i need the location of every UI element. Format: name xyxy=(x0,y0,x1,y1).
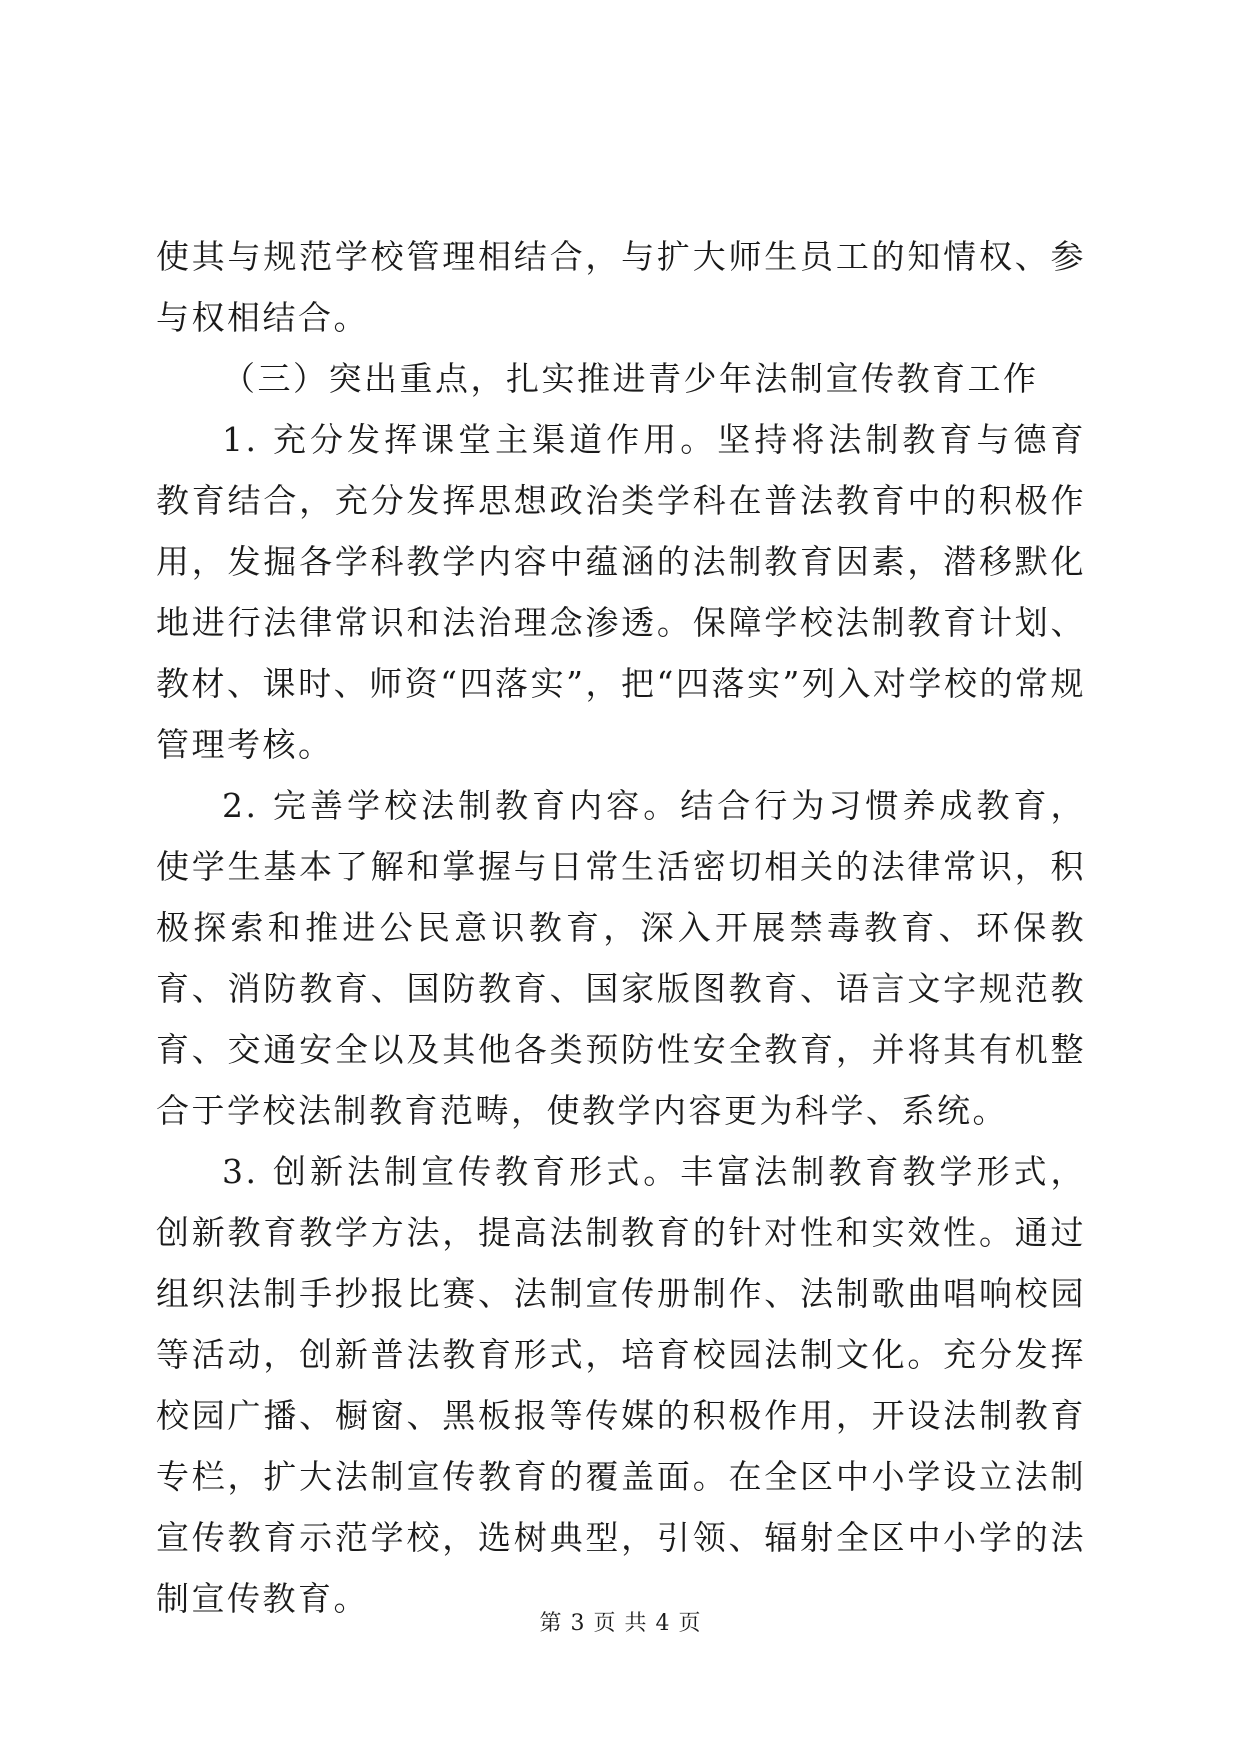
paragraph-continuation: 使其与规范学校管理相结合，与扩大师生员工的知情权、参与权相结合。 xyxy=(156,237,1086,337)
paragraph-item-3: 3. 创新法制宣传教育形式。丰富法制教育教学形式，创新教育教学方法，提高法制教育的针对性和实效性。通过组织法制手抄报比赛、法制宣传册制作、法制歌曲唱响校园等活动，创新普法教育形式，培育校园法制文化。充分发挥校园广播、橱窗、黑板报等传媒的积极作用，开设法制教育专栏，扩大法制宣传教育的覆盖面。在全区中小学设立法制宣传教育示范学校，选树典型，引领、辐射全区中小学的法制宣传教育。 xyxy=(156,1152,1086,1618)
paragraph-item-2: 2. 完善学校法制教育内容。结合行为习惯养成教育，使学生基本了解和掌握与日常生活密切相关的法律常识，积极探索和推进公民意识教育，深入开展禁毒教育、环保教育、消防教育、国防教育、国家版图教育、语言文字规范教育、交通安全以及其他各类预防性安全教育，并将其有机整合于学校法制教育范畴，使教学内容更为科学、系统。 xyxy=(156,786,1086,1130)
page-indicator: 第 3 页 共 4 页 xyxy=(539,1611,702,1636)
document-body xyxy=(156,226,1086,1629)
section-heading: （三）突出重点，扎实推进青少年法制宣传教育工作 xyxy=(222,359,1039,398)
paragraph-item-1: 1. 充分发挥课堂主渠道作用。坚持将法制教育与德育教育结合，充分发挥思想政治类学科在普法教育中的积极作用，发掘各学科教学内容中蕴涵的法制教育因素，潜移默化地进行法律常识和法治理念渗透。保障学校法制教育计划、教材、课时、师资“四落实”，把“四落实”列入对学校的常规管理考核。 xyxy=(156,420,1086,764)
page-footer xyxy=(0,1606,1241,1637)
